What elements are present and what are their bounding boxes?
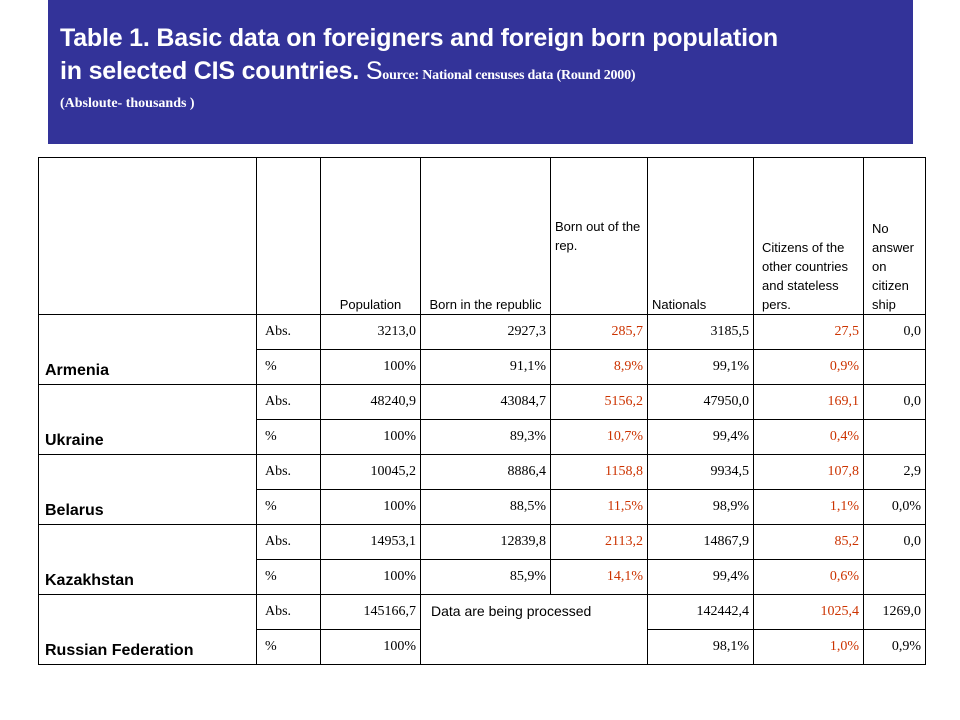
population-cell: 100% <box>321 560 421 595</box>
nationals-cell: 98,1% <box>648 630 754 665</box>
no-answer-cell: 1269,0 <box>864 595 926 630</box>
title-line-2-source: ource: National censuses data (Round 2000) <box>382 68 636 83</box>
title-line-2-main: in selected CIS countries. <box>60 57 366 85</box>
header-nationals: Nationals <box>648 158 754 315</box>
born-out-cell: 5156,2 <box>551 385 648 420</box>
born-in-cell: 91,1% <box>421 350 551 385</box>
born-in-cell: 85,9% <box>421 560 551 595</box>
country-name: Russian Federation <box>39 595 257 665</box>
born-in-cell: 89,3% <box>421 420 551 455</box>
header-born-in-republic: Born in the republic <box>421 158 551 315</box>
header-population: Population <box>321 158 421 315</box>
table-row <box>39 315 926 350</box>
population-cell: 14953,1 <box>321 525 421 560</box>
nationals-cell: 98,9% <box>648 490 754 525</box>
header-row <box>39 158 926 315</box>
header-country <box>39 158 257 315</box>
nationals-cell: 3185,5 <box>648 315 754 350</box>
nationals-cell: 14867,9 <box>648 525 754 560</box>
nationals-cell: 99,4% <box>648 560 754 595</box>
citizens-other-cell: 85,2 <box>754 525 864 560</box>
country-name: Belarus <box>39 455 257 525</box>
citizens-other-cell: 1025,4 <box>754 595 864 630</box>
citizens-other-cell: 0,9% <box>754 350 864 385</box>
header-no-answer: No answer on citizen ship <box>864 158 926 315</box>
citizens-other-cell: 0,4% <box>754 420 864 455</box>
citizens-other-cell: 169,1 <box>754 385 864 420</box>
nationals-cell: 142442,4 <box>648 595 754 630</box>
born-out-cell: 2113,2 <box>551 525 648 560</box>
born-out-cell: 8,9% <box>551 350 648 385</box>
unit-label: % <box>257 420 321 455</box>
table-row <box>39 455 926 490</box>
unit-label: Abs. <box>257 385 321 420</box>
no-answer-cell <box>864 420 926 455</box>
processing-note: Data are being processed <box>421 595 648 665</box>
table-row <box>39 525 926 560</box>
no-answer-cell <box>864 350 926 385</box>
unit-label: Abs. <box>257 595 321 630</box>
no-answer-cell <box>864 560 926 595</box>
nationals-cell: 99,4% <box>648 420 754 455</box>
nationals-cell: 9934,5 <box>648 455 754 490</box>
unit-label: % <box>257 560 321 595</box>
born-in-cell: 8886,4 <box>421 455 551 490</box>
no-answer-cell: 2,9 <box>864 455 926 490</box>
born-out-cell: 11,5% <box>551 490 648 525</box>
title-line-2 <box>60 55 903 92</box>
title-line-3: (Absloute- thousands ) <box>60 96 195 111</box>
population-cell: 100% <box>321 420 421 455</box>
header-citizens-other: Citizens of the other countries and stateless pers. <box>754 158 864 315</box>
population-cell: 10045,2 <box>321 455 421 490</box>
title-banner <box>48 0 913 144</box>
no-answer-cell: 0,0 <box>864 315 926 350</box>
born-out-cell: 14,1% <box>551 560 648 595</box>
population-cell: 3213,0 <box>321 315 421 350</box>
born-in-cell: 2927,3 <box>421 315 551 350</box>
unit-label: % <box>257 630 321 665</box>
nationals-cell: 99,1% <box>648 350 754 385</box>
no-answer-cell: 0,0% <box>864 490 926 525</box>
data-table <box>38 157 926 665</box>
unit-label: Abs. <box>257 315 321 350</box>
country-name: Kazakhstan <box>39 525 257 595</box>
country-name: Armenia <box>39 315 257 385</box>
table-row <box>39 595 926 630</box>
population-cell: 145166,7 <box>321 595 421 630</box>
born-out-cell: 10,7% <box>551 420 648 455</box>
header-born-out: Born out of the rep. <box>551 158 648 315</box>
born-out-cell: 285,7 <box>551 315 648 350</box>
born-in-cell: 88,5% <box>421 490 551 525</box>
population-cell: 100% <box>321 630 421 665</box>
unit-label: % <box>257 350 321 385</box>
population-cell: 48240,9 <box>321 385 421 420</box>
population-cell: 100% <box>321 490 421 525</box>
citizens-other-cell: 0,6% <box>754 560 864 595</box>
country-name: Ukraine <box>39 385 257 455</box>
table-row <box>39 385 926 420</box>
unit-label: % <box>257 490 321 525</box>
citizens-other-cell: 1,1% <box>754 490 864 525</box>
population-cell: 100% <box>321 350 421 385</box>
title-line-1: Table 1. Basic data on foreigners and foreign born population <box>60 24 778 52</box>
header-unit <box>257 158 321 315</box>
citizens-other-cell: 27,5 <box>754 315 864 350</box>
no-answer-cell: 0,9% <box>864 630 926 665</box>
unit-label: Abs. <box>257 525 321 560</box>
born-out-cell: 1158,8 <box>551 455 648 490</box>
unit-label: Abs. <box>257 455 321 490</box>
born-in-cell: 12839,8 <box>421 525 551 560</box>
title-line-2-s: S <box>365 57 383 85</box>
no-answer-cell: 0,0 <box>864 525 926 560</box>
no-answer-cell: 0,0 <box>864 385 926 420</box>
citizens-other-cell: 1,0% <box>754 630 864 665</box>
citizens-other-cell: 107,8 <box>754 455 864 490</box>
nationals-cell: 47950,0 <box>648 385 754 420</box>
born-in-cell: 43084,7 <box>421 385 551 420</box>
